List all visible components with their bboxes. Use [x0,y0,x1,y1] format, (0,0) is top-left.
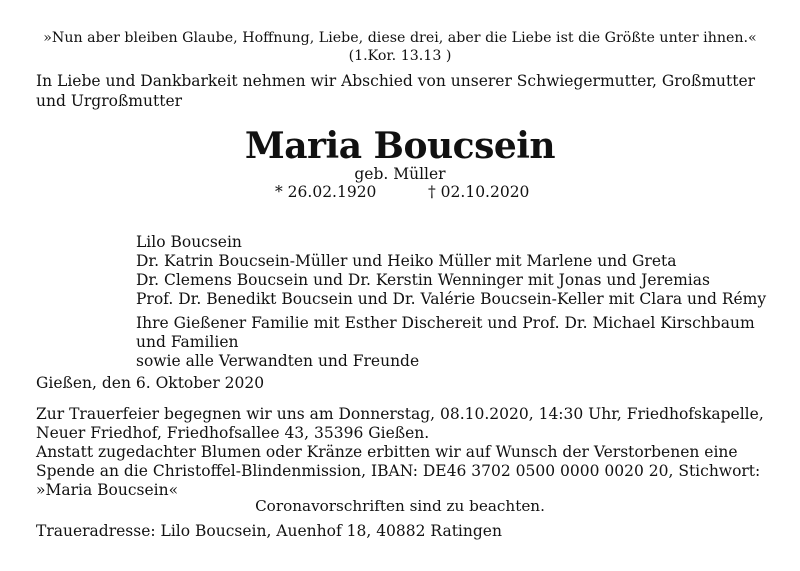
death-date: † 02.10.2020 [428,183,530,201]
birth-date: * 26.02.1920 [275,183,377,201]
quote-reference: (1.Kor. 13.13 ) [348,48,452,64]
mourning-address: Traueradresse: Lilo Boucsein, Auenhof 18, 40882 Ratingen [36,522,502,540]
funeral-info [36,405,764,500]
mourner-line: Ihre Gießener Familie mit Esther Dischereit und Prof. Dr. Michael Kirschbaum [136,314,755,332]
intro-line: und Urgroßmutter [36,92,183,110]
mourner-line: Dr. Katrin Boucsein-Müller und Heiko Müller mit Marlene und Greta [136,252,677,270]
mourner-line: Lilo Boucsein [136,233,242,251]
funeral-line: Neuer Friedhof, Friedhofsallee 43, 35396 Gießen. [36,424,430,442]
donation-line: Anstatt zugedachter Blumen oder Kränze erbitten wir auf Wunsch der Verstorbenen eine [36,443,738,461]
funeral-line: Zur Trauerfeier begegnen wir uns am Donnerstag, 08.10.2020, 14:30 Uhr, Friedhofskapelle, [36,405,764,423]
place-date: Gießen, den 6. Oktober 2020 [36,374,265,392]
mourner-line: sowie alle Verwandten und Freunde [136,352,420,370]
mourners-list [136,233,766,371]
donation-keyword: »Maria Boucsein« [36,481,179,499]
bible-quote [0,29,800,65]
intro-line: In Liebe und Dankbarkeit nehmen wir Abschied von unserer Schwiegermutter, Großmutter [36,72,756,90]
intro-text [36,71,755,111]
mourner-line: Prof. Dr. Benedikt Boucsein und Dr. Valérie Boucsein-Keller mit Clara und Rémy [136,290,767,308]
mourner-line: Dr. Clemens Boucsein und Dr. Kerstin Wenninger mit Jonas und Jeremias [136,271,710,289]
corona-note: Coronavorschriften sind zu beachten. [255,497,545,515]
birth-name: geb. Müller [354,165,446,183]
deceased-name: Maria Boucsein [244,125,556,167]
donation-line: Spende an die Christoffel-Blindenmission, IBAN: DE46 3702 0500 0000 0020 20, Stichwort: [36,462,761,480]
mourner-line: und Familien [136,333,239,351]
quote-text: »Nun aber bleiben Glaube, Hoffnung, Liebe, diese drei, aber die Liebe ist die Größte unter ihnen.« [43,30,757,46]
